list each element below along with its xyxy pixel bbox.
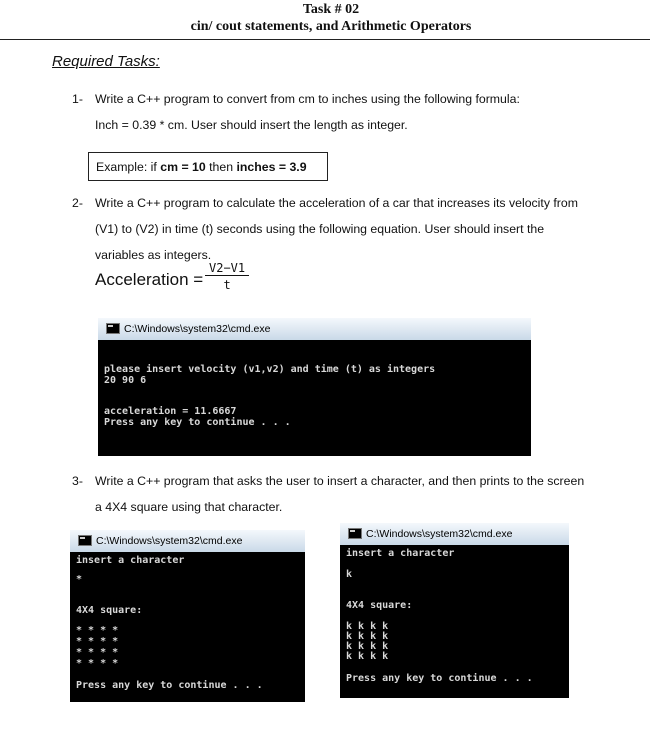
console-line: please insert velocity (v1,v2) and time (t) as integers — [104, 364, 436, 375]
cmd-icon — [78, 535, 92, 546]
task-2-line-3: variables as integers. — [95, 248, 212, 262]
console-letters — [340, 523, 569, 698]
console-line: acceleration = 11.6667 — [104, 406, 237, 417]
task-3-number: 3- — [72, 474, 83, 488]
console-titlebar — [340, 523, 569, 545]
acceleration-formula — [95, 261, 246, 292]
section-title: Required Tasks: — [52, 53, 160, 70]
console-titlebar — [98, 318, 531, 340]
console-title: C:\Windows\system32\cmd.exe — [96, 535, 243, 547]
task-1-line-2: Inch = 0.39 * cm. User should insert the length as integer. — [95, 118, 408, 132]
task-1 — [72, 86, 632, 138]
task-subtitle: cin/ cout statements, and Arithmetic Operators — [190, 19, 472, 34]
console-line: 4X4 square: — [346, 600, 413, 611]
example-inches: inches = 3.9 — [236, 160, 307, 174]
task-3 — [72, 468, 652, 520]
example-box — [88, 152, 328, 181]
formula-denominator: t — [223, 278, 231, 292]
formula-label: Acceleration = — [95, 270, 204, 289]
header-divider — [0, 39, 650, 40]
console-line: k k k k — [346, 651, 389, 662]
console-acceleration — [98, 318, 531, 456]
console-line: k k k k — [346, 631, 389, 642]
task-2 — [72, 190, 642, 268]
task-2-number: 2- — [72, 196, 83, 210]
console-line: Press any key to continue . . . — [346, 673, 533, 684]
console-line: 20 90 6 — [104, 375, 147, 386]
task-1-line-1: Write a C++ program to convert from cm to inches using the following formula: — [95, 92, 520, 106]
task-2-line-1: Write a C++ program to calculate the acceleration of a car that increases its velocity from — [95, 196, 578, 210]
console-line: 4X4 square: — [76, 605, 143, 616]
console-stars — [70, 530, 305, 702]
example-mid: then — [205, 160, 237, 174]
task-2-line-2: (V1) to (V2) in time (t) seconds using the following equation. User should insert the — [95, 222, 545, 236]
task-3-line-1: Write a C++ program that asks the user to insert a character, and then prints to the screen — [95, 474, 585, 488]
cmd-icon — [106, 323, 120, 334]
console-line: * * * * — [76, 658, 119, 669]
console-line: insert a character — [346, 548, 455, 559]
task-3-line-2: a 4X4 square using that character. — [95, 500, 283, 514]
console-line: * * * * — [76, 625, 119, 636]
console-line: insert a character — [76, 555, 185, 566]
console-line: * — [76, 574, 83, 585]
console-line: k k k k — [346, 641, 389, 652]
console-titlebar — [70, 530, 305, 552]
example-prefix: Example: if — [96, 160, 161, 174]
console-line: k k k k — [346, 621, 389, 632]
example-cm: cm = 10 — [160, 160, 206, 174]
task-1-number: 1- — [72, 92, 83, 106]
console-title: C:\Windows\system32\cmd.exe — [124, 323, 271, 335]
console-title: C:\Windows\system32\cmd.exe — [366, 528, 513, 540]
console-line: Press any key to continue . . . — [104, 417, 291, 428]
formula-fraction — [205, 261, 249, 292]
formula-numerator: V2−V1 — [205, 261, 249, 276]
task-title: Task # 02 — [302, 2, 360, 17]
cmd-icon — [348, 528, 362, 539]
console-line: * * * * — [76, 636, 119, 647]
console-line: k — [346, 569, 353, 580]
console-line: Press any key to continue . . . — [76, 680, 263, 691]
console-line: * * * * — [76, 647, 119, 658]
